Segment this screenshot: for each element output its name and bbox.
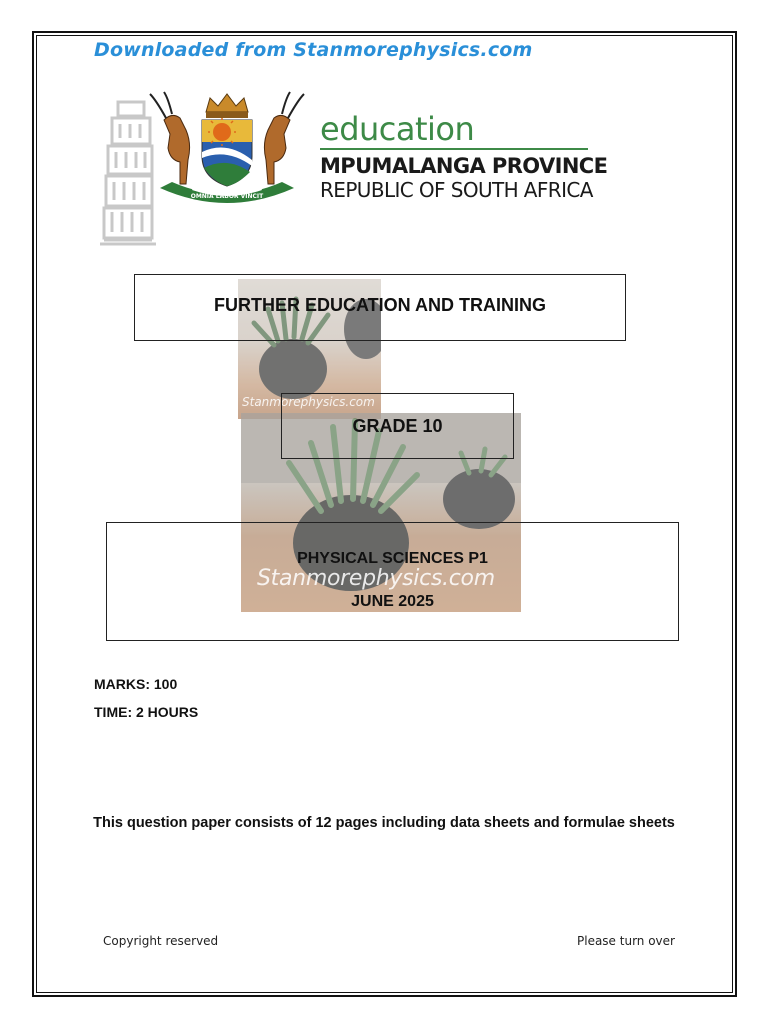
education-header bbox=[320, 110, 607, 202]
education-word: education bbox=[320, 110, 475, 148]
turn-over-footer: Please turn over bbox=[577, 934, 675, 948]
coat-of-arms-motto: OMNIA LABOR VINCIT bbox=[190, 193, 264, 200]
grade-title: GRADE 10 bbox=[352, 416, 443, 436]
exam-date: JUNE 2025 bbox=[351, 593, 434, 610]
subject-title: PHYSICAL SCIENCES P1 bbox=[297, 550, 488, 567]
copyright-footer: Copyright reserved bbox=[103, 934, 219, 948]
republic-name: REPUBLIC OF SOUTH AFRICA bbox=[320, 178, 593, 202]
subject-box bbox=[106, 522, 679, 641]
watermark-large: Stanmorephysics.com bbox=[257, 566, 495, 591]
watermark-small: Stanmorephysics.com bbox=[242, 395, 375, 409]
download-banner[interactable]: Downloaded from Stanmorephysics.com bbox=[94, 39, 533, 61]
page-count-note: This question paper consists of 12 pages including data sheets and formulae sheets bbox=[93, 815, 675, 831]
marks-line: MARKS: 100 bbox=[94, 676, 178, 692]
coat-of-arms bbox=[142, 90, 312, 208]
province-name: MPUMALANGA PROVINCE bbox=[320, 154, 608, 178]
time-line: TIME: 2 HOURS bbox=[94, 704, 199, 720]
fet-title: FURTHER EDUCATION AND TRAINING bbox=[214, 295, 546, 315]
education-rule bbox=[320, 148, 588, 150]
